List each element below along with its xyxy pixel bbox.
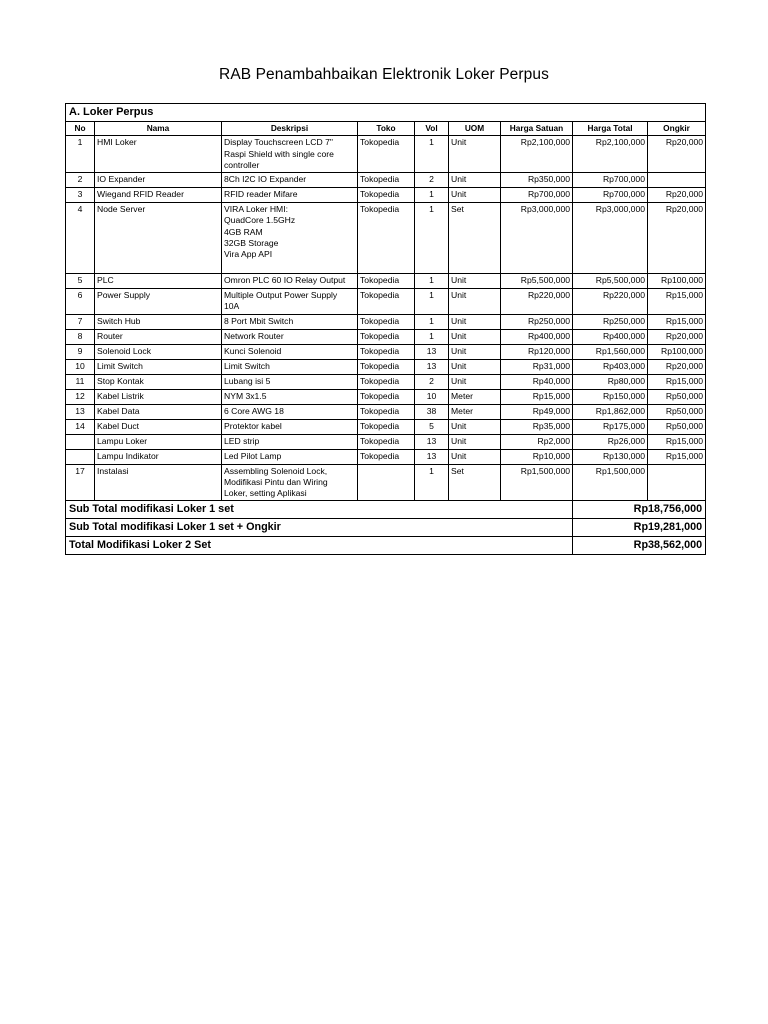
cell-no: 5: [66, 273, 95, 288]
summary-row: [66, 501, 706, 519]
cell-harga-satuan: Rp400,000: [501, 329, 573, 344]
summary-value: Rp19,281,000: [573, 519, 706, 537]
cell-harga-total: Rp1,560,000: [573, 344, 648, 359]
cell-harga-satuan: Rp700,000: [501, 188, 573, 203]
cell-nama: Solenoid Lock: [95, 344, 222, 359]
table-row: [66, 188, 706, 203]
summary-value: Rp18,756,000: [573, 501, 706, 519]
cell-nama: HMI Loker: [95, 136, 222, 173]
description-line: Vira App API: [224, 249, 273, 260]
cell-vol: 13: [415, 449, 449, 464]
cell-nama: Stop Kontak: [95, 374, 222, 389]
cell-toko: Tokopedia: [358, 288, 415, 314]
description-line: 4GB RAM: [224, 226, 263, 237]
description-line: 6 Core AWG 18: [224, 405, 284, 416]
cell-uom: Unit: [449, 273, 501, 288]
description-line: LED strip: [224, 435, 260, 446]
cell-ongkir: Rp15,000: [648, 314, 706, 329]
cell-harga-total: Rp26,000: [573, 434, 648, 449]
cell-vol: 13: [415, 344, 449, 359]
cell-deskripsi: [222, 273, 358, 288]
cell-toko: Tokopedia: [358, 404, 415, 419]
cell-uom: Set: [449, 203, 501, 274]
cell-deskripsi: [222, 344, 358, 359]
cell-nama: Node Server: [95, 203, 222, 274]
cell-harga-total: Rp1,500,000: [573, 464, 648, 501]
cell-nama: Kabel Duct: [95, 419, 222, 434]
column-header-no: No: [66, 122, 95, 136]
cell-nama: Instalasi: [95, 464, 222, 501]
cell-harga-satuan: Rp2,100,000: [501, 136, 573, 173]
column-header-ongkir: Ongkir: [648, 122, 706, 136]
cell-vol: 1: [415, 273, 449, 288]
column-header-uom: UOM: [449, 122, 501, 136]
description-line: 8Ch I2C IO Expander: [224, 174, 307, 185]
description-line: Omron PLC 60 IO Relay Output: [224, 274, 346, 285]
cell-harga-satuan: Rp10,000: [501, 449, 573, 464]
cell-uom: Unit: [449, 434, 501, 449]
cell-harga-satuan: Rp120,000: [501, 344, 573, 359]
cell-harga-total: Rp150,000: [573, 389, 648, 404]
cell-harga-total: Rp403,000: [573, 359, 648, 374]
cell-toko: Tokopedia: [358, 344, 415, 359]
cell-harga-satuan: Rp2,000: [501, 434, 573, 449]
table-row: [66, 419, 706, 434]
summary-value: Rp38,562,000: [573, 537, 706, 555]
cell-ongkir: Rp50,000: [648, 419, 706, 434]
cell-harga-satuan: Rp350,000: [501, 173, 573, 188]
description-line: Protektor kabel: [224, 420, 282, 431]
cell-harga-satuan: Rp3,000,000: [501, 203, 573, 274]
cell-vol: 1: [415, 188, 449, 203]
cell-toko: Tokopedia: [358, 449, 415, 464]
cell-deskripsi: [222, 404, 358, 419]
cell-no: 7: [66, 314, 95, 329]
cell-deskripsi: [222, 389, 358, 404]
cell-harga-total: Rp220,000: [573, 288, 648, 314]
description-line: Modifikasi Pintu dan Wiring: [224, 476, 328, 487]
cell-harga-total: Rp3,000,000: [573, 203, 648, 274]
cell-nama: Kabel Data: [95, 404, 222, 419]
cell-deskripsi: [222, 419, 358, 434]
cell-nama: Router: [95, 329, 222, 344]
cell-toko: Tokopedia: [358, 273, 415, 288]
cell-ongkir: Rp15,000: [648, 288, 706, 314]
cell-no: 1: [66, 136, 95, 173]
cell-no: 10: [66, 359, 95, 374]
cell-ongkir: Rp50,000: [648, 404, 706, 419]
cell-no: 4: [66, 203, 95, 274]
cell-vol: 2: [415, 173, 449, 188]
description-line: [224, 261, 355, 272]
description-line: Assembling Solenoid Lock,: [224, 465, 328, 476]
cell-nama: Wiegand RFID Reader: [95, 188, 222, 203]
cell-nama: PLC: [95, 273, 222, 288]
cell-nama: IO Expander: [95, 173, 222, 188]
cell-vol: 5: [415, 419, 449, 434]
cell-no: 12: [66, 389, 95, 404]
table-row: [66, 329, 706, 344]
summary-row: [66, 519, 706, 537]
cell-harga-total: Rp250,000: [573, 314, 648, 329]
cell-uom: Unit: [449, 449, 501, 464]
cell-uom: Unit: [449, 344, 501, 359]
table-row: [66, 434, 706, 449]
description-line: Display Touchscreen LCD 7": [224, 137, 333, 148]
cell-no: 17: [66, 464, 95, 501]
cell-harga-total: Rp700,000: [573, 173, 648, 188]
cell-toko: Tokopedia: [358, 419, 415, 434]
description-line: QuadCore 1.5GHz: [224, 215, 296, 226]
cell-harga-total: Rp700,000: [573, 188, 648, 203]
cell-harga-total: Rp5,500,000: [573, 273, 648, 288]
cell-deskripsi: [222, 136, 358, 173]
cell-nama: Power Supply: [95, 288, 222, 314]
cell-harga-total: Rp400,000: [573, 329, 648, 344]
cell-harga-satuan: Rp35,000: [501, 419, 573, 434]
cell-harga-satuan: Rp40,000: [501, 374, 573, 389]
column-header-vol: Vol: [415, 122, 449, 136]
cell-uom: Unit: [449, 288, 501, 314]
description-line: Multiple Output Power Supply: [224, 289, 338, 300]
cell-toko: Tokopedia: [358, 314, 415, 329]
cell-uom: Set: [449, 464, 501, 501]
cell-uom: Unit: [449, 188, 501, 203]
cell-harga-satuan: Rp5,500,000: [501, 273, 573, 288]
cell-vol: 1: [415, 329, 449, 344]
column-header-deskripsi: Deskripsi: [222, 122, 358, 136]
cell-vol: 1: [415, 136, 449, 173]
cell-uom: Meter: [449, 389, 501, 404]
description-line: RFID reader Mifare: [224, 189, 298, 200]
cell-harga-total: Rp80,000: [573, 374, 648, 389]
table-row: [66, 203, 706, 274]
cell-no: 2: [66, 173, 95, 188]
cell-toko: Tokopedia: [358, 434, 415, 449]
cell-vol: 1: [415, 203, 449, 274]
cell-toko: Tokopedia: [358, 136, 415, 173]
cell-uom: Unit: [449, 419, 501, 434]
cell-toko: Tokopedia: [358, 188, 415, 203]
table-row: [66, 314, 706, 329]
description-line: Lubang isi 5: [224, 375, 271, 386]
table-row: [66, 288, 706, 314]
cell-nama: Limit Switch: [95, 359, 222, 374]
cell-deskripsi: [222, 288, 358, 314]
cell-uom: Unit: [449, 359, 501, 374]
cell-uom: Unit: [449, 173, 501, 188]
cell-ongkir: Rp20,000: [648, 329, 706, 344]
cell-nama: Kabel Listrik: [95, 389, 222, 404]
cell-deskripsi: [222, 359, 358, 374]
table-row: [66, 359, 706, 374]
summary-label: Total Modifikasi Loker 2 Set: [66, 537, 573, 555]
cell-deskripsi: [222, 449, 358, 464]
cell-uom: Unit: [449, 374, 501, 389]
cell-ongkir: Rp100,000: [648, 273, 706, 288]
cell-uom: Meter: [449, 404, 501, 419]
cell-no: 3: [66, 188, 95, 203]
cell-vol: 1: [415, 464, 449, 501]
cell-harga-satuan: Rp49,000: [501, 404, 573, 419]
table-row: [66, 404, 706, 419]
cell-ongkir: Rp15,000: [648, 449, 706, 464]
table-row: [66, 374, 706, 389]
cell-harga-satuan: Rp1,500,000: [501, 464, 573, 501]
description-line: Kunci Solenoid: [224, 345, 282, 356]
cell-vol: 2: [415, 374, 449, 389]
cell-vol: 38: [415, 404, 449, 419]
cell-vol: 10: [415, 389, 449, 404]
cell-ongkir: [648, 464, 706, 501]
table-row: [66, 344, 706, 359]
cell-ongkir: Rp20,000: [648, 359, 706, 374]
description-line: 32GB Storage: [224, 238, 279, 249]
cell-harga-total: Rp2,100,000: [573, 136, 648, 173]
description-line: 10A: [224, 301, 240, 312]
column-header-row: [66, 122, 706, 136]
cell-ongkir: Rp100,000: [648, 344, 706, 359]
cell-harga-total: Rp1,862,000: [573, 404, 648, 419]
summary-row: [66, 537, 706, 555]
cell-no: 11: [66, 374, 95, 389]
cell-vol: 1: [415, 288, 449, 314]
description-line: Loker, setting Aplikasi: [224, 488, 307, 499]
cell-toko: Tokopedia: [358, 203, 415, 274]
cell-ongkir: [648, 173, 706, 188]
cell-vol: 13: [415, 359, 449, 374]
cell-deskripsi: [222, 314, 358, 329]
cell-no: 9: [66, 344, 95, 359]
cell-nama: Switch Hub: [95, 314, 222, 329]
description-line: Led Pilot Lamp: [224, 450, 282, 461]
cell-nama: Lampu Loker: [95, 434, 222, 449]
cell-harga-total: Rp175,000: [573, 419, 648, 434]
section-title: A. Loker Perpus: [66, 104, 706, 122]
page-title: RAB Penambahbaikan Elektronik Loker Perpus: [219, 66, 549, 83]
section-header-row: [66, 104, 706, 122]
cell-ongkir: Rp15,000: [648, 434, 706, 449]
cell-nama: Lampu Indikator: [95, 449, 222, 464]
cell-toko: Tokopedia: [358, 389, 415, 404]
cell-harga-satuan: Rp220,000: [501, 288, 573, 314]
cell-ongkir: Rp15,000: [648, 374, 706, 389]
cell-no: 8: [66, 329, 95, 344]
column-header-harga-satuan: Harga Satuan: [501, 122, 573, 136]
cell-vol: 13: [415, 434, 449, 449]
description-line: NYM 3x1.5: [224, 390, 267, 401]
cell-ongkir: Rp50,000: [648, 389, 706, 404]
cell-toko: [358, 464, 415, 501]
table-row: [66, 389, 706, 404]
cell-no: [66, 434, 95, 449]
cell-deskripsi: [222, 434, 358, 449]
description-line: Limit Switch: [224, 360, 270, 371]
column-header-harga-total: Harga Total: [573, 122, 648, 136]
table-row: [66, 449, 706, 464]
cell-no: 13: [66, 404, 95, 419]
description-line: controller: [224, 159, 260, 170]
summary-label: Sub Total modifikasi Loker 1 set: [66, 501, 573, 519]
cell-harga-satuan: Rp31,000: [501, 359, 573, 374]
cell-deskripsi: [222, 329, 358, 344]
column-header-nama: Nama: [95, 122, 222, 136]
cell-toko: Tokopedia: [358, 374, 415, 389]
cell-deskripsi: [222, 464, 358, 501]
cell-no: 14: [66, 419, 95, 434]
table-row: [66, 136, 706, 173]
cell-toko: Tokopedia: [358, 359, 415, 374]
cell-deskripsi: [222, 188, 358, 203]
cell-uom: Unit: [449, 314, 501, 329]
description-line: VIRA Loker HMI:: [224, 204, 288, 215]
cell-uom: Unit: [449, 329, 501, 344]
summary-label: Sub Total modifikasi Loker 1 set + Ongkir: [66, 519, 573, 537]
cell-ongkir: Rp20,000: [648, 188, 706, 203]
budget-table: [65, 103, 706, 555]
cell-deskripsi: [222, 173, 358, 188]
description-line: 8 Port Mbit Switch: [224, 315, 294, 326]
cell-toko: Tokopedia: [358, 173, 415, 188]
cell-uom: Unit: [449, 136, 501, 173]
table-row: [66, 273, 706, 288]
cell-vol: 1: [415, 314, 449, 329]
cell-ongkir: Rp20,000: [648, 136, 706, 173]
cell-no: [66, 449, 95, 464]
cell-harga-satuan: Rp15,000: [501, 389, 573, 404]
cell-harga-satuan: Rp250,000: [501, 314, 573, 329]
table-row: [66, 173, 706, 188]
description-line: Raspi Shield with single core: [224, 148, 334, 159]
description-line: Network Router: [224, 330, 284, 341]
cell-deskripsi: [222, 374, 358, 389]
table-row: [66, 464, 706, 501]
cell-harga-total: Rp130,000: [573, 449, 648, 464]
cell-ongkir: Rp20,000: [648, 203, 706, 274]
cell-deskripsi: [222, 203, 358, 274]
cell-no: 6: [66, 288, 95, 314]
cell-toko: Tokopedia: [358, 329, 415, 344]
column-header-toko: Toko: [358, 122, 415, 136]
